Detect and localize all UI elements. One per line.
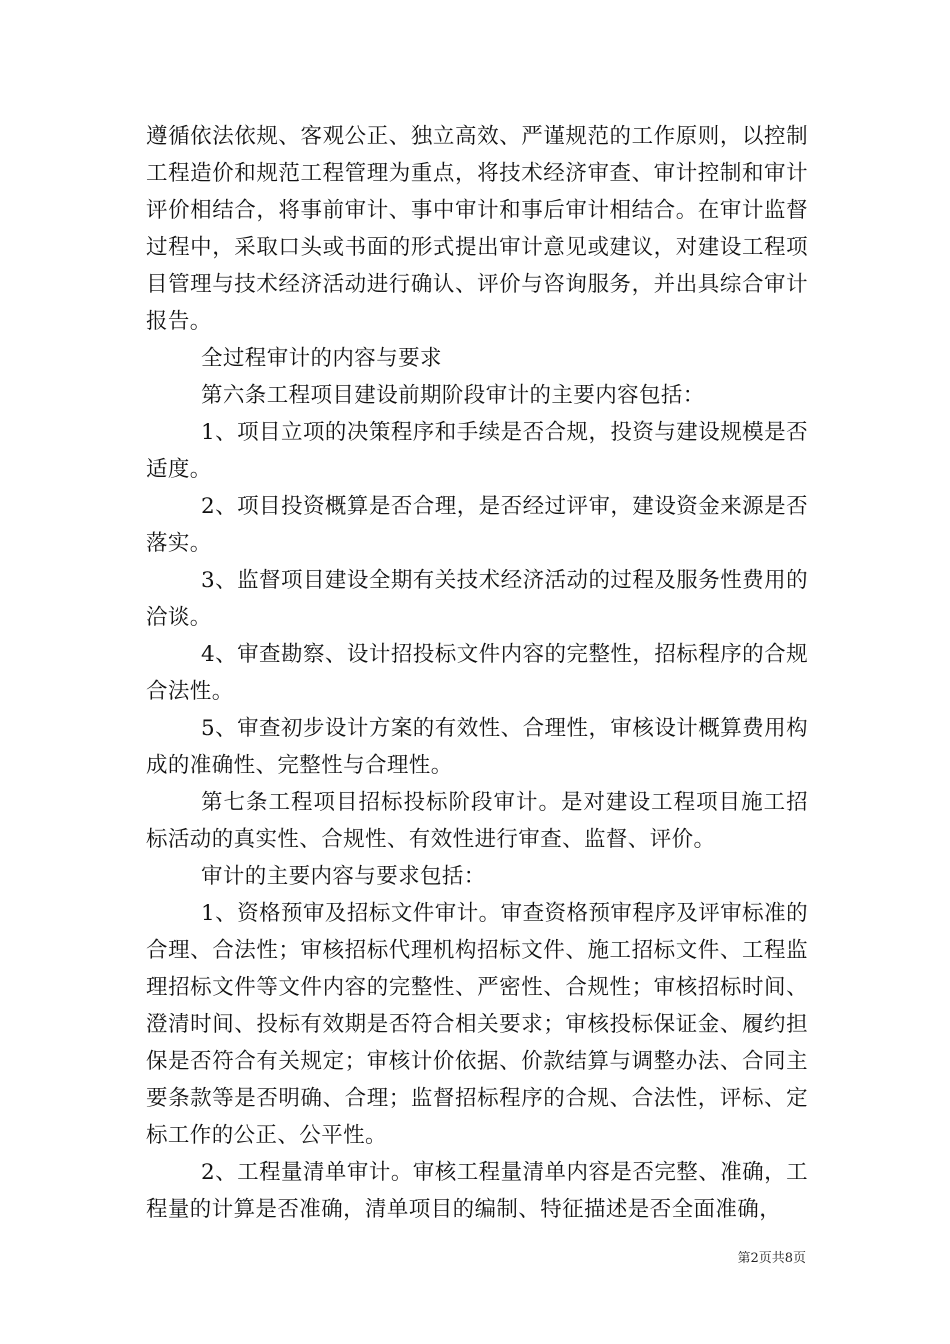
paragraph-6: 3、监督项目建设全期有关技术经济活动的过程及服务性费用的洽谈。 <box>146 568 808 630</box>
paragraph-1: 遵循依法依规、客观公正、独立高效、严谨规范的工作原则，以控制工程造价和规范工程管理为重点，将技术经济审查、审计控制和审计评价相结合，将事前审计、事中审计和事后审计相结合。在审计监督过程中，采取口头或书面的形式提出审计意见或建议，对建设工程项目管理与技术经济活动进行确认、评价与咨询服务，并出具综合审计报告。 <box>146 124 808 334</box>
paragraph-9: 第七条工程项目招标投标阶段审计。是对建设工程项目施工招标活动的真实性、合规性、有效性进行审查、监督、评价。 <box>146 790 808 852</box>
paragraph-2: 全过程审计的内容与要求 <box>201 346 442 371</box>
paragraph-8: 5、审查初步设计方案的有效性、合理性，审核设计概算费用构成的准确性、完整性与合理性。 <box>146 716 808 778</box>
paragraph-7: 4、审查勘察、设计招投标文件内容的完整性，招标程序的合规合法性。 <box>146 642 808 704</box>
paragraph-10: 审计的主要内容与要求包括： <box>201 864 486 889</box>
paragraph-12: 2、工程量清单审计。审核工程量清单内容是否完整、准确，工程量的计算是否准确，清单项目的编制、特征描述是否全面准确， <box>146 1160 808 1222</box>
paragraph-3: 第六条工程项目建设前期阶段审计的主要内容包括： <box>201 383 705 408</box>
document-body <box>146 118 808 1228</box>
paragraph-11: 1、资格预审及招标文件审计。审查资格预审程序及评审标准的合理、合法性；审核招标代理机构招标文件、施工招标文件、工程监理招标文件等文件内容的完整性、严密性、合规性；审核招标时间、澄清时间、投标有效期是否符合相关要求；审核投标保证金、履约担保是否符合有关规定；审核计价依据、价款结算与调整办法、合同主要条款等是否明确、合理；监督招标程序的合规、合法性，评标、定标工作的公正、公平性。 <box>146 901 808 1148</box>
page-number: 第2页共8页 <box>737 1251 806 1266</box>
paragraph-4: 1、项目立项的决策程序和手续是否合规，投资与建设规模是否适度。 <box>146 420 808 482</box>
paragraph-5: 2、项目投资概算是否合理，是否经过评审，建设资金来源是否落实。 <box>146 494 808 556</box>
